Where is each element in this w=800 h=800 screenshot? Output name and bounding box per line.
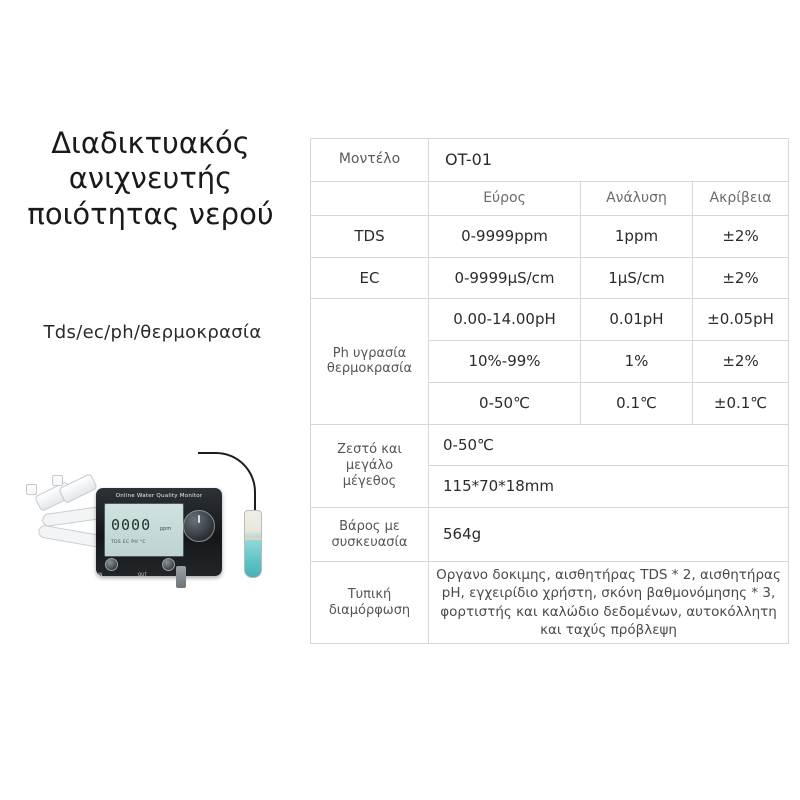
lcd-mode-row: TDS EC PH °C: [111, 540, 146, 545]
ph-probe: [244, 510, 262, 578]
cell-header-accuracy: Ακρίβεια: [693, 182, 789, 216]
table-row-model: [311, 139, 789, 182]
cell-hot-value: 0-50℃: [429, 424, 789, 466]
cell-param-resolution: 1ppm: [581, 215, 693, 257]
sensor-tip-1: [26, 484, 37, 495]
cell-param-accuracy: ±2%: [693, 215, 789, 257]
cell-hot-size-label: Ζεστό και μεγάλο μέγεθος: [311, 424, 429, 508]
cell-param-range: 0-50℃: [429, 382, 581, 424]
cell-weight-value: 564g: [429, 508, 789, 562]
page-title: Διαδικτυακός ανιχνευτής ποιότητας νερού: [27, 126, 274, 231]
cell-param-label: TDS: [311, 215, 429, 257]
cell-config-label: Τυπική διαμόρφωση: [311, 562, 429, 644]
cell-model-value: OT-01: [429, 139, 789, 182]
specification-table: [310, 138, 789, 644]
table-row-weight: [311, 508, 789, 562]
device-ports: [105, 558, 175, 570]
cell-config-value: Οργανο δοκιμης, αισθητήρας TDS * 2, αισθητήρας pH, εγχειρίδιο χρήστη, σκόνη βαθμονόμησης * 3, φορτιστής και καλώδιο δεδομένων, αυτοκόλλητη και ταχύς πρόβλεψη: [429, 562, 789, 644]
cell-param-accuracy: ±0.05pH: [693, 299, 789, 341]
table-row-temperature-range: [311, 424, 789, 466]
cell-param-label: EC: [311, 257, 429, 299]
monitor-device: [96, 488, 222, 576]
cell-param-accuracy: ±2%: [693, 257, 789, 299]
product-photo: [12, 448, 290, 620]
cell-param-range: 0-9999ppm: [429, 215, 581, 257]
cell-param-resolution: 0.01pH: [581, 299, 693, 341]
table-row: [311, 299, 789, 341]
table-row: [311, 257, 789, 299]
port-in: [105, 558, 118, 571]
cell-param-range: 0.00-14.00pH: [429, 299, 581, 341]
device-brand-label: Online Water Quality Monitor: [115, 493, 203, 499]
port-in-label: IN: [98, 572, 103, 577]
table-row-configuration: [311, 562, 789, 644]
table-row: [311, 215, 789, 257]
cell-param-resolution: 1%: [581, 341, 693, 383]
cell-model-label: Μοντέλο: [311, 139, 429, 182]
cell-param-accuracy: ±0.1℃: [693, 382, 789, 424]
cell-weight-label: Βάρος με συσκευασία: [311, 508, 429, 562]
lcd-unit: ppm: [160, 526, 172, 532]
cell-header-range: Εύρος: [429, 182, 581, 216]
lcd-value: 0000: [111, 516, 152, 534]
cell-param-range: 10%-99%: [429, 341, 581, 383]
cell-param-range: 0-9999μS/cm: [429, 257, 581, 299]
cell-param-resolution: 1μS/cm: [581, 257, 693, 299]
page-subtitle: Tds/ec/ph/θερμοκρασία: [43, 322, 262, 343]
port-out-label: OUT: [138, 572, 147, 577]
probe-plug: [176, 566, 186, 588]
port-out: [162, 558, 175, 571]
sensor-tip-2: [52, 475, 63, 486]
cell-param-resolution: 0.1℃: [581, 382, 693, 424]
tds-sensor-2: [58, 473, 98, 504]
probe-band: [245, 537, 261, 540]
left-column: [0, 0, 300, 800]
cell-header-empty: [311, 182, 429, 216]
cell-size-value: 115*70*18mm: [429, 466, 789, 508]
table-row-headers: [311, 182, 789, 216]
cell-param-label-ph: Ph υγρασία θερμοκρασία: [311, 299, 429, 424]
device-lcd-screen: [104, 503, 184, 557]
device-dial-icon: [183, 510, 215, 542]
cell-param-accuracy: ±2%: [693, 341, 789, 383]
cell-header-resolution: Ανάλυση: [581, 182, 693, 216]
